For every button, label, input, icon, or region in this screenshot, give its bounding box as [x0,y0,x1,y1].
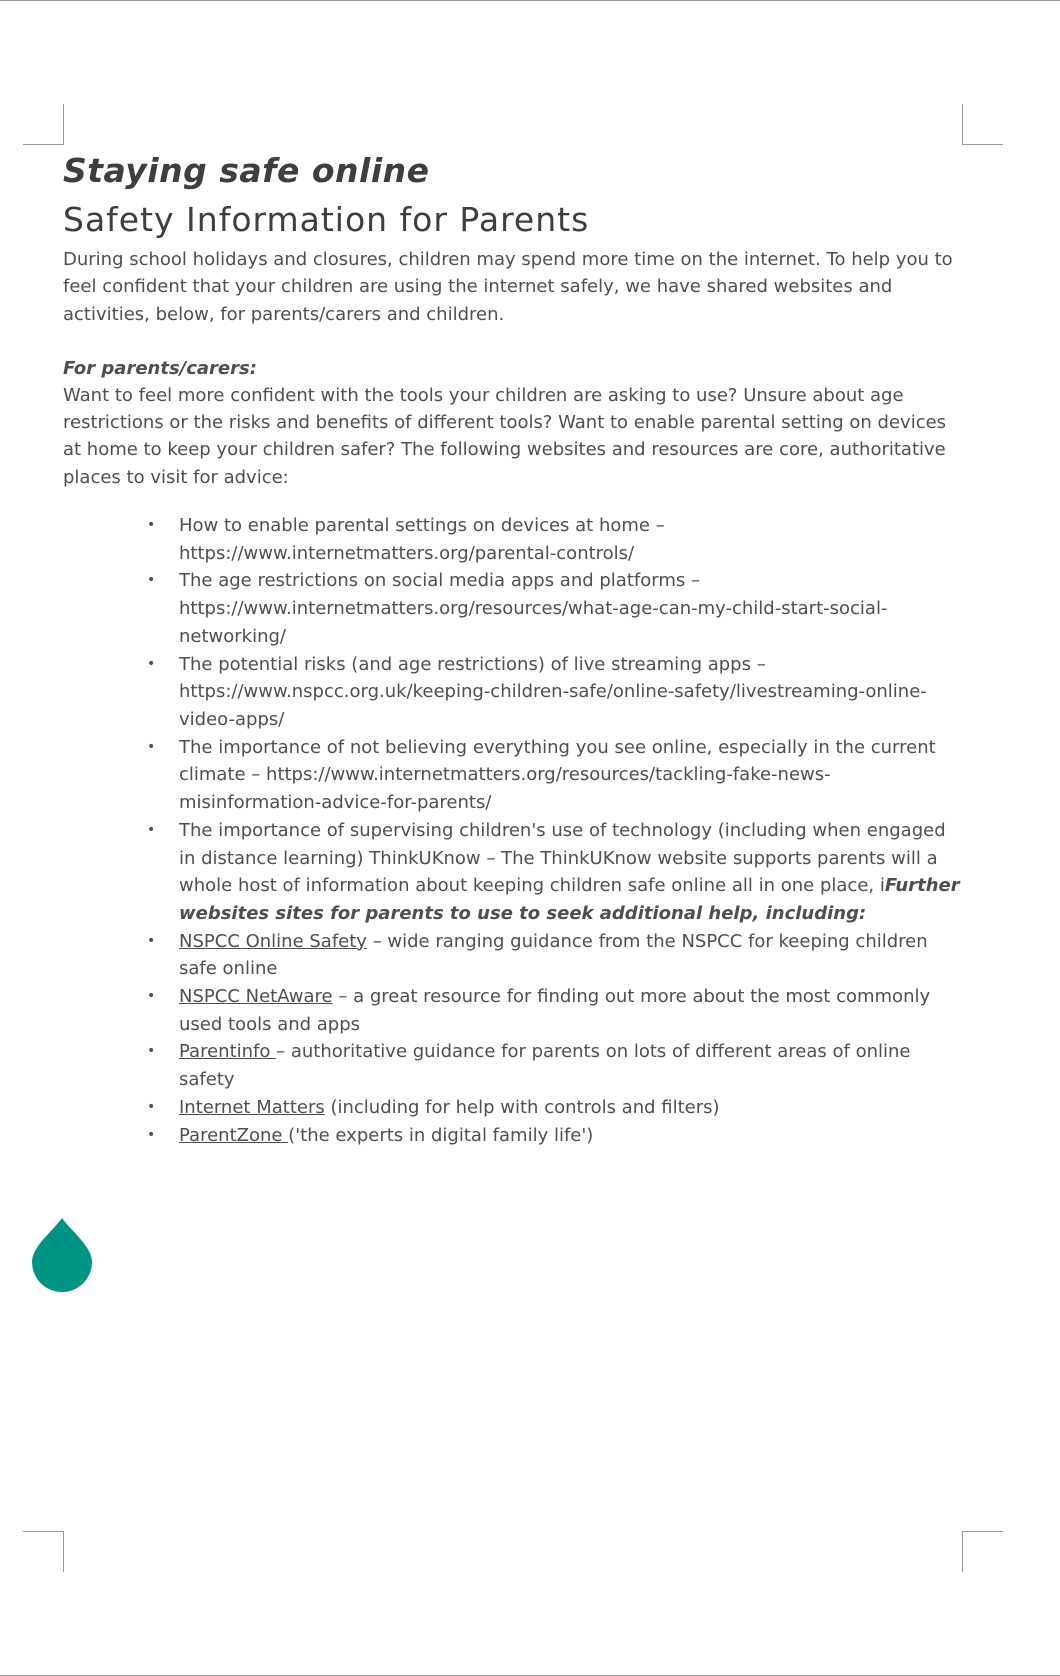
document-body [63,146,963,1149]
list-item-text: ('the experts in digital family life') [288,1124,594,1146]
list-item-text: – a great resource for finding out more about the most commonly used tools and apps [179,986,931,1035]
parentinfo-link[interactable]: Parentinfo [179,1041,277,1063]
list-item [147,1094,963,1122]
bullet: • [147,572,156,589]
list-item-text: The potential risks (and age restrictions) of live streaming apps – https://www.nspcc.org.uk/keeping-children-safe/online-safety/livestreaming-online-video-apps/ [179,653,927,730]
crop-mark-bottom-left [23,1531,64,1572]
bullet: • [147,1043,156,1060]
nspcc-netaware-link[interactable]: NSPCC NetAware [179,986,333,1008]
parentzone-link[interactable]: ParentZone [179,1124,289,1146]
list-item-text: – wide ranging guidance from the NSPCC for keeping children safe online [179,930,928,980]
parents-heading: For parents/carers: [63,357,257,379]
bullet: • [147,1126,156,1143]
bullet: • [147,932,156,949]
crop-mark-top-left [23,104,64,145]
list-item [147,983,963,1038]
list-item [147,1038,963,1093]
list-item [147,651,963,734]
list-item [147,512,963,567]
list-item-text: The importance of supervising children's use of technology (including when engaged in distance learning) ThinkUKnow – The ThinkUKnow website supports parents will a whole host of information about keeping children safe online all in one place, i [179,819,946,897]
page-title: Staying safe online [63,151,430,190]
parents-paragraph: Want to feel more confident with the tools your children are asking to use? Unsure about age restrictions or the risks and benefits of different tools? Want to enable parental setting on devices at home to keep your children safer? The following websites and resources are core, authoritative places to visit for advice: [63,384,947,488]
intro-paragraph: During school holidays and closures, children may spend more time on the internet. To help you to feel confident that your children are using the internet safely, we have shared websites and activities, below, for parents/carers and children. [63,249,953,325]
internet-matters-link[interactable]: Internet Matters [179,1096,325,1118]
crop-mark-bottom-right [962,1531,1003,1572]
water-drop-icon [32,1218,92,1292]
list-item [147,1122,963,1150]
page-subtitle: Safety Information for Parents [63,200,590,239]
resource-list [63,512,963,1149]
list-item-text: – authoritative guidance for parents on lots of different areas of online safety [179,1041,911,1091]
list-item-text: How to enable parental settings on devices at home – https://www.internetmatters.org/parental-controls/ [179,515,665,564]
list-item [147,567,963,650]
list-item-text: The importance of not believing everything you see online, especially in the current climate – https://www.internetmatters.org/resources/tackling-fake-news-misinformation-advice-for-parents/ [179,736,936,814]
bullet: • [147,738,156,755]
bullet: • [147,988,156,1005]
bullet: • [147,821,156,838]
bullet: • [147,517,156,534]
nspcc-online-safety-link[interactable]: NSPCC Online Safety [179,930,367,952]
list-item [147,734,963,817]
top-border [0,0,1060,1]
further-websites-heading: Further websites sites for parents to use to seek additional help, including: [179,875,960,924]
bullet: • [147,655,156,672]
bullet: • [147,1098,156,1115]
crop-mark-top-right [962,104,1003,145]
list-item-text: The age restrictions on social media apps and platforms – https://www.internetmatters.org/resources/what-age-can-my-child-start-social-networking/ [179,570,888,647]
list-item [147,817,963,928]
list-item-text: (including for help with controls and filters) [324,1096,720,1118]
list-item [147,928,963,983]
